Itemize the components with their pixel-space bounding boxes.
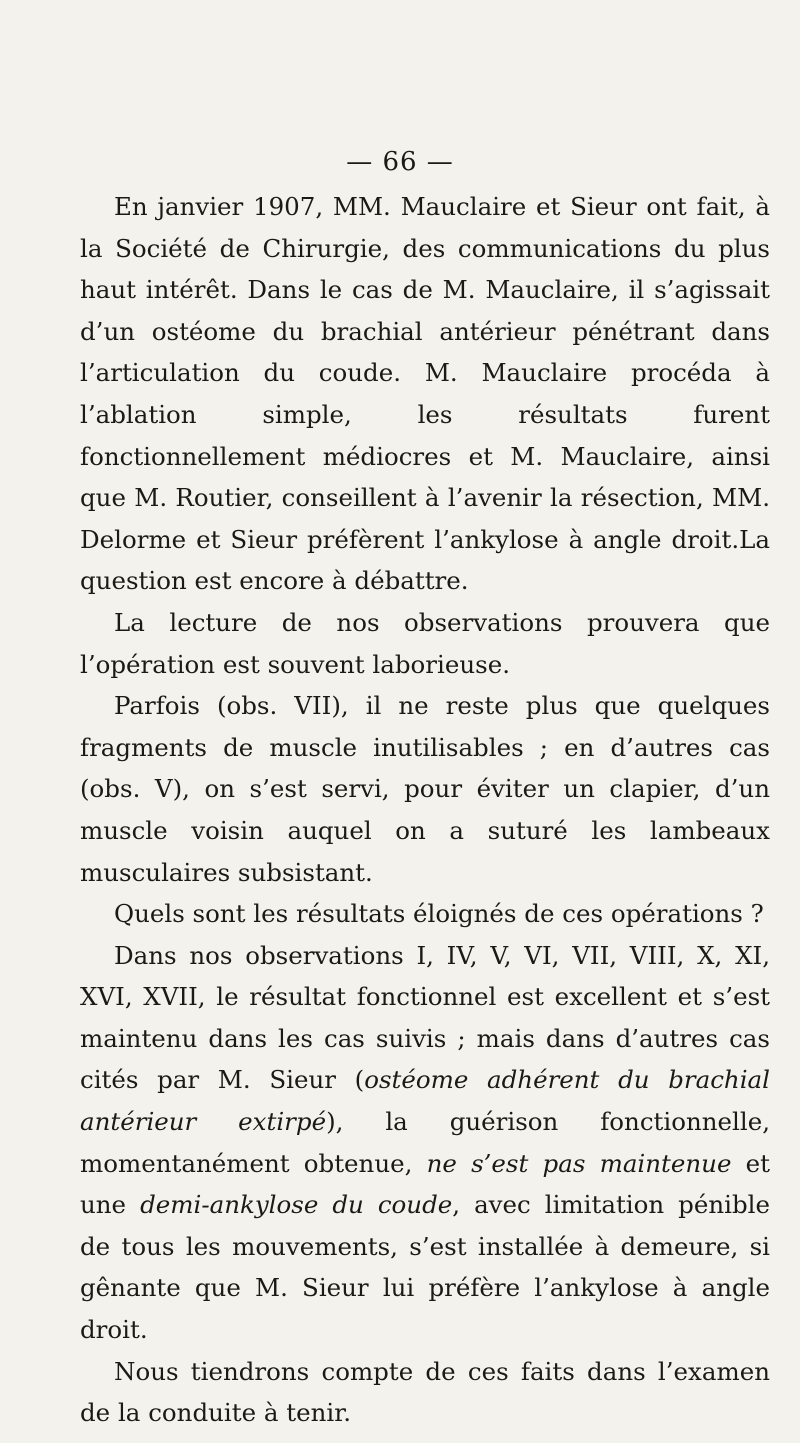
text-segment: et une: [80, 1148, 770, 1220]
text-segment: Parfois (obs. VII), il ne reste plus que quelques fragments de muscle inutilisables ; en d’autres cas (obs. V), on s’est servi, pour éviter un clapier, d’un muscle voisin auquel on a suturé les lambeaux musculaires subsistant.: [80, 691, 770, 887]
body-text: [80, 186, 770, 1434]
paragraph-3: [80, 685, 770, 893]
italic-text-segment: ostéome adhérent du brachial antérieur extirpé: [80, 1065, 770, 1137]
text-segment: En janvier 1907, MM. Mauclaire et Sieur ont fait, à la Société de Chirurgie, des communications du plus haut intérêt. Dans le cas de M. Mauclaire, il s’agissait d’un ostéome du brachial antérieur pénétrant dans l’articulation du coude. M. Mauclaire procéda à l’ablation simple, les résultats furent fonctionnellement médiocres et M. Mauclaire, ainsi que M. Routier, conseillent à l’avenir la résection, MM. Delorme et Sieur préfèrent l’ankylose à angle droit.La question est encore à débattre.: [80, 192, 770, 596]
text-segment: ), la guérison fonctionnelle, momentanément obtenue,: [80, 1107, 770, 1178]
paragraph-5: [80, 935, 770, 1351]
text-segment: Dans nos observations I, IV, V, VI, VII, VIII, X, XI, XVI, XVII, le résultat fonctionnel est excellent et s’est maintenu dans les cas suivis ; mais dans d’autres cas cités par M. Sieur (: [80, 940, 770, 1095]
text-segment: La lecture de nos observations prouvera que l’opération est souvent laborieuse.: [80, 607, 770, 679]
text-segment: , avec limitation pénible de tous les mouvements, s’est installée à demeure, si gênante que M. Sieur lui préfère l’ankylose à angle droit.: [80, 1190, 770, 1345]
italic-text-segment: ne s’est pas maintenue: [426, 1148, 732, 1178]
paragraph-4: [80, 893, 770, 935]
text-segment: Nous tiendrons compte de ces faits dans l’examen de la conduite à tenir.: [80, 1356, 770, 1428]
paragraph-2: [80, 602, 770, 685]
paragraph-6: [80, 1351, 770, 1434]
text-segment: Quels sont les résultats éloignés de ces opérations ?: [114, 899, 764, 929]
page-number: — 66 —: [346, 147, 454, 177]
italic-text-segment: demi-ankylose du coude: [140, 1190, 453, 1220]
paragraph-1: [80, 186, 770, 602]
